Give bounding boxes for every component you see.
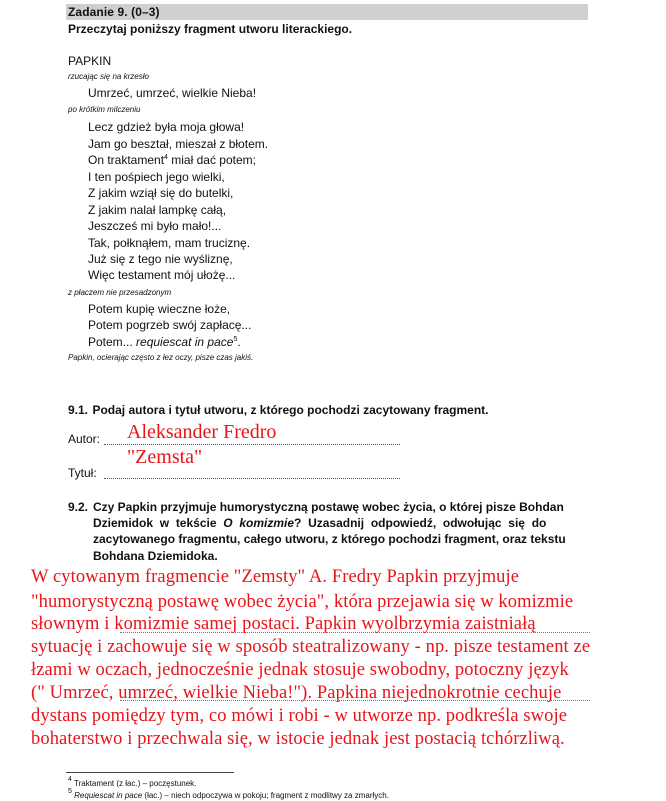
answer-rule [120,700,590,701]
verse-text: Potem... [88,335,137,349]
author-answer-line [104,444,400,445]
question-9-1 [68,401,489,419]
stage-direction: rzucając się na krzesło [68,72,149,81]
verse-line: Z jakim wziął się do butelki, [88,186,234,200]
answer-line[interactable]: (" Umrzeć, umrzeć, wielkie Nieba!"). Papkina niejednokrotnie cechuje [31,683,562,703]
stage-direction: po krótkim milczeniu [68,105,141,114]
verse-line: I ten pośpiech jego wielki, [88,170,225,184]
question-text-line [93,516,546,530]
article-title: O komizmie [223,516,295,530]
verse-line: Potem kupię wieczne łoże, [88,302,231,316]
answer-line[interactable]: bohaterstwo i przechwala się, w istocie jednak jest postacią tchórzliwą. [31,729,565,749]
question-text: Dziemidok w tekście [93,516,224,530]
author-label: Autor: [68,432,101,446]
question-text: Podaj autora i tytuł utworu, z którego pochodzi zacytowany fragment. [92,403,489,417]
speaker-name: PAPKIN [68,54,112,68]
footnote-5 [68,788,389,800]
footnote-ref: 4 [164,154,168,161]
footnote-number: 4 [68,776,72,783]
footnote-text: Traktament (z łac.) – poczęstunek. [71,779,197,788]
question-text-line: zacytowanego fragmentu, całego utworu, z którego pochodzi fragment, oraz tekstu [93,532,566,546]
verse-line: Jam go beształ, mieszał z błotem. [88,137,269,151]
verse-text: On traktament [88,153,165,167]
footnote-text: (łac.) – niech odpoczywa w pokoju; fragment z modlitwy za zmarłych. [142,791,389,800]
answer-line[interactable]: sytuację i zachowuje się w sposób steatralizowany - np. pisze testament ze [31,637,591,657]
answer-line[interactable]: W cytowanym fragmencie "Zemsty" A. Fredry Papkin przyjmuje [31,567,520,587]
verse-punctuation: . [237,335,241,349]
footnote-ref: 5 [233,336,238,343]
verse-line: Z jakim nalał lampkę całą, [88,203,227,217]
answer-line[interactable]: "humorystyczną postawę wobec życia", która przejawia się w komizmie [31,592,574,612]
title-label: Tytuł: [68,466,97,480]
verse-line: Więc testament mój ułożę... [88,268,236,282]
task-header-bar [66,4,588,20]
stage-direction: Papkin, ocierając często z łez oczy, pisze czas jakiś. [68,353,254,362]
footnote-separator [66,772,234,773]
question-number: 9.1. [68,403,89,417]
verse-line: Jeszcześ mi było mało!... [88,219,222,233]
verse-line: Potem pogrzeb swój zapłacę... [88,318,252,332]
verse-line: Lecz gdzież była moja głowa! [88,120,245,134]
question-text: ? Uzasadnij odpowiedź, odwołując się do [294,516,547,530]
verse-line: Tak, połknąłem, mam truciznę. [88,236,251,250]
verse-text: miał dać potem; [167,153,256,167]
footnote-number: 5 [68,788,72,795]
question-text-line: Bohdana Dziemidoka. [93,549,218,563]
footnote-latin: Requiescat in pace [74,791,143,800]
verse-line: Umrzeć, umrzeć, wielkie Nieba! [88,86,257,100]
answer-line[interactable]: dystans pomiędzy tym, co mówi i robi - w utworze np. podkreśla swoje [31,706,568,726]
footnote-4 [68,776,197,788]
verse-line [88,153,256,167]
answer-line[interactable]: słownym i komizmie samej postaci. Papkin wyolbrzymia zaistniałą [31,614,536,634]
task-instruction: Przeczytaj poniższy fragment utworu literackiego. [68,22,353,36]
verse-line [88,335,241,349]
title-answer[interactable]: "Zemsta" [127,446,203,468]
question-text-line: Czy Papkin przyjmuje humorystyczną postawę wobec życia, o której pisze Bohdan [93,500,564,514]
answer-line[interactable]: łzami w oczach, jednocześnie jednak stosuje swobodny, potoczny język [31,660,569,680]
latin-phrase: requiescat in pace [136,335,234,349]
answer-rule [120,632,590,633]
author-answer[interactable]: Aleksander Fredro [127,421,277,443]
task-header: Zadanie 9. (0–3) [68,5,160,19]
title-answer-line [104,478,400,479]
stage-direction: z płaczem nie przesadzonym [68,288,172,297]
verse-line: Już się z tego nie wyśliznę, [88,252,233,266]
question-number: 9.2. [68,500,89,514]
